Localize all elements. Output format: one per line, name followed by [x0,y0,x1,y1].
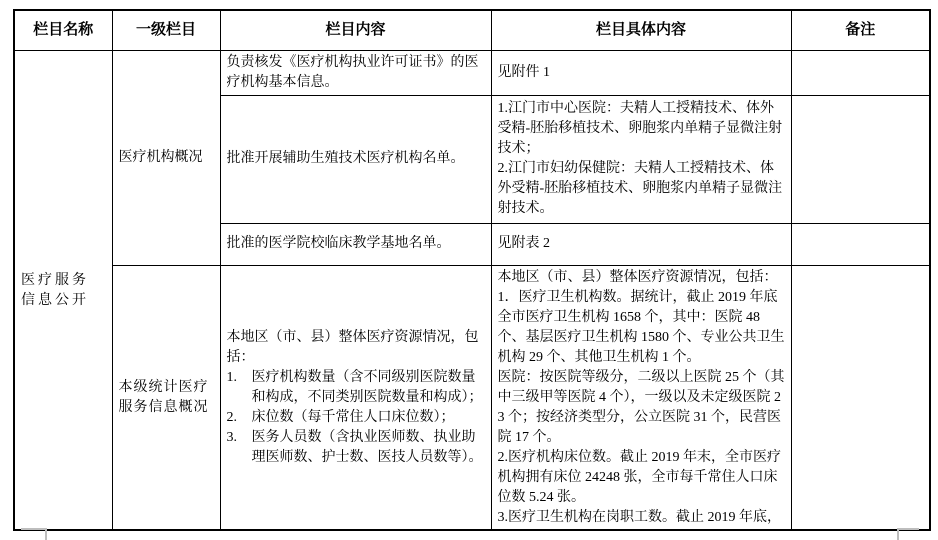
row3-remark-cell [791,223,930,265]
header-remarks: 备注 [791,10,930,50]
row2-content-cell: 批准开展辅助生殖技术医疗机构名单。 [220,95,491,223]
row2-detail-paragraph: 1.江门市中心医院：夫精人工授精技术、体外受精-胚胎移植技术、卵胞浆内单精子显微注射技术； [497,101,783,156]
row4-content-item [227,408,485,428]
header-column-detail: 栏目具体内容 [491,10,791,50]
row4-remark-cell [791,265,930,531]
row4-content-item [227,368,485,408]
list-item-number: 2. [226,410,237,426]
page-boundary-mark-left [21,528,47,540]
list-item-text: 医务人员数（含执业医师数、执业助理医师数、护士数、医技人员数等）。 [251,430,483,466]
row2-remark-cell [791,95,930,223]
header-level1-column: 一级栏目 [112,10,220,50]
row4-detail-paragraph: 医院：按医院等级分，二级以上医院 25 个（其中三级甲等医院 4 个），一级以及未定级医院 23 个；按经济类型分，公立医院 31 个，民营医院 17 个。 [497,370,785,446]
table-row [14,265,930,531]
row4-detail-paragraph: 2.医疗机构床位数。截止 2019 年末，全市医疗机构拥有床位 24248 张，全市每千常住人口床位数 5.24 张。 [497,450,781,506]
section-title-cell: 医疗服务信息公开 [14,50,112,531]
row4-content-cell [220,265,491,531]
row4-content-intro: 本地区（市、县）整体医疗资源情况，包括： [226,330,479,366]
row2-detail-cell [491,95,791,223]
row2-detail-paragraph: 2.江门市妇幼保健院：夫精人工授精技术、体外受精-胚胎移植技术、卵胞浆内单精子显微注射技术。 [497,161,783,216]
row4-detail-paragraph: 本地区（市、县）整体医疗资源情况，包括： [497,270,778,286]
row4-detail-paragraph: 3.医疗卫生机构在岗职工数。截止 2019 年底， [497,510,781,526]
table-page-clip [13,9,931,531]
list-item-text: 床位数（每千常住人口床位数）； [251,410,455,426]
row4-detail-cell [491,265,791,531]
row3-content-cell: 批准的医学院校临床教学基地名单。 [220,223,491,265]
table-row [14,50,930,95]
row1-remark-cell [791,50,930,95]
row1-content-cell: 负责核发《医疗机构执业许可证书》的医疗机构基本信息。 [220,50,491,95]
row4-content-item [227,428,485,468]
list-item-number: 3. [226,430,237,446]
page-boundary-mark-right [897,528,919,540]
row3-detail-cell: 见附表 2 [491,223,791,265]
group1-title-cell: 医疗机构概况 [112,50,220,265]
column-directory-table [13,9,931,531]
row1-detail-cell: 见附件 1 [491,50,791,95]
group2-title-cell: 本级统计医疗服务信息概况 [112,265,220,531]
list-item-text: 医疗机构数量（含不同级别医院数量和构成，不同类别医院数量和构成）； [251,370,483,406]
row4-detail-paragraph: 1．医疗卫生机构数。据统计，截止 2019 年底全市医疗卫生机构 1658 个，其中：医院 48 个、基层医疗卫生机构 1580 个、专业公共卫生机构 29 个、其他卫生机构 1 个。 [497,290,785,366]
header-column-name: 栏目名称 [14,10,112,50]
header-column-content: 栏目内容 [220,10,491,50]
list-item-number: 1. [226,370,237,386]
header-row [14,10,930,50]
